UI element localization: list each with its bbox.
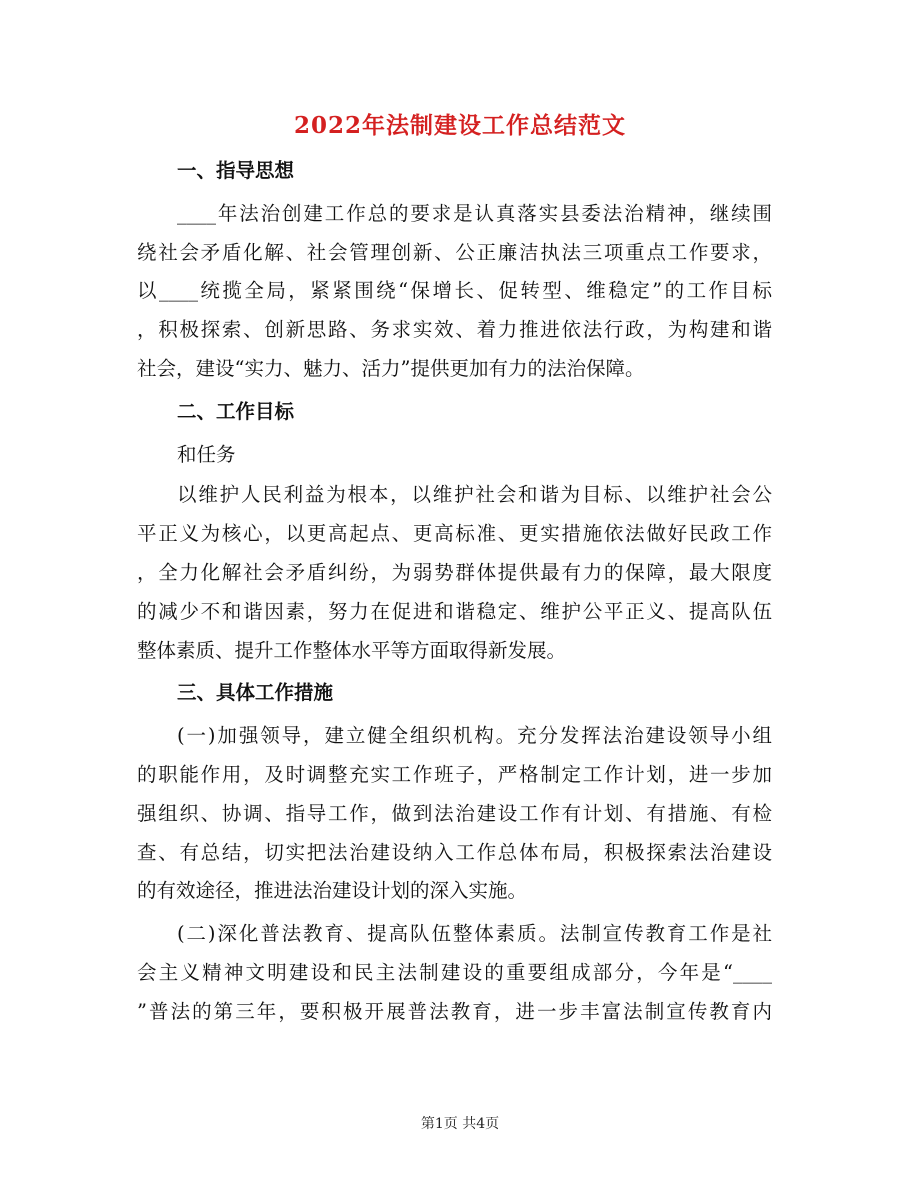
text-line: 查、有总结，切实把法治建设纳入工作总体布局，积极探索法治建设 bbox=[137, 840, 772, 864]
text-line: 以____统揽全局，紧紧围绕“保增长、促转型、维稳定”的工作目标 bbox=[137, 279, 772, 303]
text-line: ，积极探索、创新思路、务求实效、着力推进依法行政，为构建和谐 bbox=[137, 318, 772, 342]
paragraph-measure-1 bbox=[137, 717, 772, 911]
section-heading-guiding-thought: 一、指导思想 bbox=[177, 159, 295, 182]
document-title: 2022年法制建设工作总结范文 bbox=[293, 112, 626, 139]
section-heading-work-goals: 二、工作目标 bbox=[177, 399, 295, 423]
text-line: 的有效途径，推进法治建设计划的深入实施。 bbox=[137, 879, 528, 903]
section-subheading-tasks: 和任务 bbox=[177, 442, 236, 466]
text-line: 强组织、协调、指导工作，做到法治建设工作有计划、有措施、有检 bbox=[137, 801, 772, 825]
text-line: 绕社会矛盾化解、社会管理创新、公正廉洁执法三项重点工作要求， bbox=[137, 240, 772, 264]
paragraph-measure-2 bbox=[137, 915, 772, 1031]
text-line: 整体素质、提升工作整体水平等方面取得新发展。 bbox=[137, 638, 567, 662]
paragraph-work-goals bbox=[137, 476, 772, 670]
document-body bbox=[137, 152, 772, 1036]
text-line: 以维护人民利益为根本，以维护社会和谐为目标、以维护社会公 bbox=[177, 483, 772, 507]
text-line: 平正义为核心，以更高起点、更高标准、更实措施依法做好民政工作 bbox=[137, 522, 772, 546]
text-line: (二)深化普法教育、提高队伍整体素质。法制宣传教育工作是社 bbox=[177, 922, 772, 946]
section-heading-measures: 三、具体工作措施 bbox=[177, 681, 334, 705]
text-line: 会主义精神文明建设和民主法制建设的重要组成部分，今年是“____ bbox=[137, 960, 772, 984]
text-line: 社会，建设“实力、魅力、活力”提供更加有力的法治保障。 bbox=[137, 356, 645, 380]
paragraph-guiding-thought bbox=[137, 195, 772, 389]
text-line: ”普法的第三年，要积极开展普法教育，进一步丰富法制宣传教育内 bbox=[137, 999, 772, 1023]
text-line: (一)加强领导，建立健全组织机构。充分发挥法治建设领导小组 bbox=[177, 724, 772, 748]
text-line: 的减少不和谐因素，努力在促进和谐稳定、维护公平正义、提高队伍 bbox=[137, 599, 772, 623]
text-line: ，全力化解社会矛盾纠纷，为弱势群体提供最有力的保障，最大限度 bbox=[137, 560, 772, 584]
page-number-footer: 第1页 共4页 bbox=[420, 1116, 500, 1132]
text-line: 的职能作用，及时调整充实工作班子，严格制定工作计划，进一步加 bbox=[137, 762, 772, 786]
text-line: ____年法治创建工作总的要求是认真落实县委法治精神，继续围 bbox=[177, 201, 772, 225]
